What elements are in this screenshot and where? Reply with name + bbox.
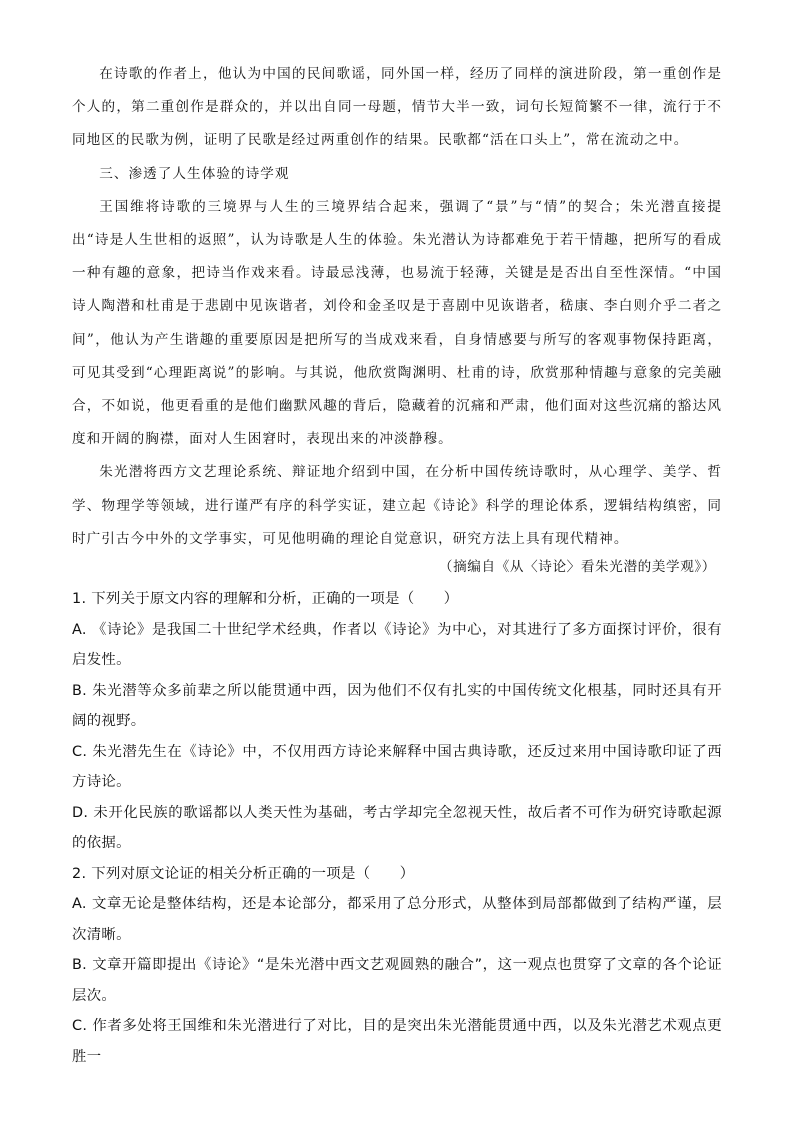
question-2-option-c: C. 作者多处将王国维和朱光潜进行了对比，目的是突出朱光潜能贯通中西，以及朱光潜艺术观点更胜一 [72, 1018, 722, 1065]
question-1-option-b: B. 朱光潜等众多前辈之所以能贯通中西，因为他们不仅有扎实的中国传统文化根基，同时还具有开阔的视野。 [72, 682, 722, 730]
question-2-stem: 2. 下列对原文论证的相关分析正确的一项是（ ） [72, 865, 415, 882]
document-page [72, 58, 722, 1072]
question-2 [72, 859, 722, 1073]
question-1-stem: 1. 下列关于原文内容的理解和分析，正确的一项是（ ） [72, 591, 459, 608]
article-paragraph-1: 在诗歌的作者上，他认为中国的民间歌谣，同外国一样，经历了同样的演进阶段，第一重创作是个人的，第二重创作是群众的，并以出自同一母题，情节大半一致，词句长短简繁不一律，流行于不同地区的民歌为例，证明了民歌是经过两重创作的结果。民歌都“活在口头上”，常在流动之中。 [72, 66, 722, 149]
question-1 [72, 584, 722, 859]
source-citation: （摘编自《从〈诗论〉看朱光潜的美学观》） [438, 559, 716, 576]
question-list [72, 584, 722, 1072]
question-2-option-b: B. 文章开篇即提出《诗论》“是朱光潜中西文艺观圆熟的融合”，这一观点也贯穿了文章的各个论证层次。 [72, 957, 722, 1004]
question-1-option-a: A. 《诗论》是我国二十世纪学术经典，作者以《诗论》为中心，对其进行了多方面探讨评价，很有启发性。 [72, 621, 722, 669]
question-2-option-a: A. 文章无论是整体结构，还是本论部分，都采用了总分形式，从整体到局部都做到了结构严谨，层次清晰。 [72, 896, 722, 943]
article-paragraph-2: 王国维将诗歌的三境界与人生的三境界结合起来，强调了“景”与“情”的契合；朱光潜直接提出“诗是人生世相的返照”，认为诗歌是人生的体验。朱光潜认为诗都难免于若干情趣，把所写的看成一种有趣的意象，把诗当作戏来看。诗最忌浅薄，也易流于轻薄，关键是是否出自至性深情。“中国诗人陶潜和杜甫是于悲剧中见诙谐者，刘伶和金圣叹是于喜剧中见诙谐者，嵇康、李白则介乎二者之间”，他认为产生谐趣的重要原因是把所写的当成戏来看，自身情感要与所写的客观事物保持距离，可见其受到“心理距离说”的影响。与其说，他欣赏陶渊明、杜甫的诗，欣赏那种情趣与意象的完美融合，不如说，他更看重的是他们幽默风趣的背后，隐藏着的沉痛和严肃，他们面对这些沉痛的豁达风度和开阔的胸襟，面对人生困窘时，表现出来的冲淡静穆。 [72, 198, 722, 448]
question-1-option-c: C. 朱光潜先生在《诗论》中，不仅用西方诗论来解释中国古典诗歌，还反过来用中国诗歌印证了西方诗论。 [72, 743, 722, 791]
section-3-heading: 三、渗透了人生体验的诗学观 [99, 165, 290, 182]
article-paragraph-3: 朱光潜将西方文艺理论系统、辩证地介绍到中国，在分析中国传统诗歌时，从心理学、美学、哲学、物理学等领域，进行谨严有序的科学实证，建立起《诗论》科学的理论体系，逻辑结构缜密，同时广引古今中外的文学事实，可见他明确的理论自觉意识，研究方法上具有现代精神。 [72, 464, 722, 547]
question-1-option-d: D. 未开化民族的歌谣都以人类天性为基础，考古学却完全忽视天性，故后者不可作为研究诗歌起源的依据。 [72, 804, 722, 852]
